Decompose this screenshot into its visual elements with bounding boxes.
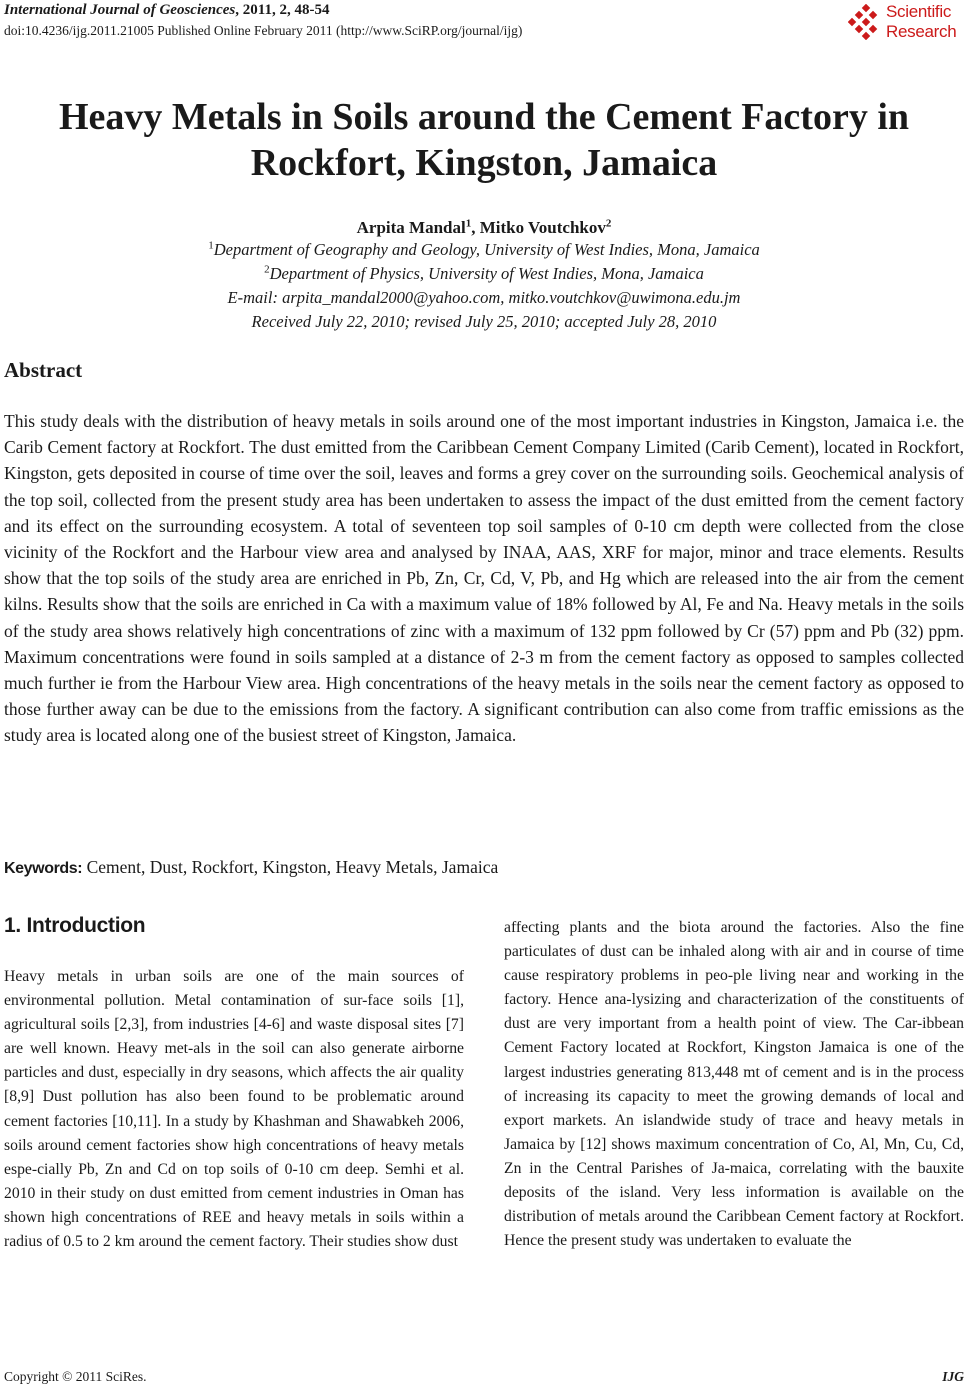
affiliation-1	[0, 240, 968, 260]
journal-name: International Journal of Geosciences	[4, 2, 236, 18]
author-2: Mitko Voutchkov	[479, 218, 606, 237]
publisher-logo	[848, 2, 968, 44]
logo-line-2: Research	[886, 22, 957, 41]
author-1-sup: 1	[465, 217, 472, 230]
paper-title	[0, 94, 968, 186]
abstract-text: This study deals with the distribution of heavy metals in soils around one of the most important industries in Kingston, Jamaica i.e. the Carib Cement factory at Rockfort. The dust emitted from the Caribbean Cement Company Limited (Carib Cement), located in Rockfort, Kingston, gets deposited in course of time over the soil, leaves and forms a grey cover on the surrounding soils. Geochemical analysis of the top soil, collected from the present study area has been undertaken to assess the impact of the dust emitted from the cement factory and its effect on the surrounding ecosystem. A total of seventeen top soil samples of 0-10 cm depth were collected from the close vicinity of the Rockfort and the Harbour view area and analysed by INAA, AAS, XRF for major, minor and trace elements. Results show that the top soils of the study area are enriched in Pb, Zn, Cr, Cd, V, Pb, and Hg which are released into the air from the cement kilns. Results show that the soils are enriched in Ca with a maximum value of 18% followed by Al, Fe and Na. Heavy metals in the soils of the study area shows relatively high concentrations of zinc with a maximum of 132 ppm followed by Cr (57) ppm and Pb (32) ppm. Maximum concentrations were found in soils sampled at a distance of 2-3 m from the cement factory as opposed to samples collected much further ie from the Harbour View area. High concentrations of the heavy metals in the soils near the cement factory as opposed to those further away can be due to the emissions from the factory. A significant contribution can also come from traffic emissions as the study area is located along one of the busiest street of Kingston, Jamaica.	[4, 411, 964, 746]
author-line	[0, 218, 968, 238]
affiliation-2-text: Department of Physics, University of West Indies, Mona, Jamaica	[269, 264, 704, 283]
logo-text	[886, 2, 956, 42]
introduction-column-2: affecting plants and the biota around the factories. Also the fine particulates of dust can be inhaled along with air and in course of time cause respiratory problems in peo-ple living near and working in the factory. Hence ana-lysizing and characterization of the constituents of dust are very important from a health point of view. The Car-ibbean Cement Factory located at Rockfort, Kingston Jamaica is one of the largest industries generating 813,448 mt of cement and is in the process of increasing its capacity to meet the growing demands of local and export markets. An islandwide study of trace and heavy metals in Jamaica by [12] shows maximum concentration of Co, Al, Mn, Cu, Cd, Zn in the Central Parishes of Ja-maica, correlating with the bauxite deposits of the island. Very less information is available on the distribution of metals around the Caribbean Cement factory at Rockfort. Hence the present study was undertaken to evaluate the	[504, 919, 964, 1250]
title-line-1: Heavy Metals in Soils around the Cement Factory in	[58, 96, 910, 138]
author-1: Arpita Mandal	[356, 218, 466, 237]
email-line: E-mail: arpita_mandal2000@yahoo.com, mitko.voutchkov@uwimona.edu.jm	[227, 288, 741, 307]
logo-mark-icon	[848, 4, 884, 40]
affiliation-2	[0, 264, 968, 284]
author-2-sup: 2	[605, 217, 612, 230]
keywords-line	[4, 857, 498, 878]
received-line: Received July 22, 2010; revised July 25, 2010; accepted July 28, 2010	[251, 312, 717, 331]
keywords-values: Cement, Dust, Rockfort, Kingston, Heavy Metals, Jamaica	[82, 857, 499, 877]
keywords-label: Keywords:	[4, 860, 83, 877]
author-separator: ,	[471, 218, 480, 237]
affiliation-1-text: Department of Geography and Geology, University of West Indies, Mona, Jamaica	[213, 240, 760, 259]
abstract-heading: Abstract	[4, 358, 83, 382]
affiliation-2-sup: 2	[264, 263, 270, 276]
introduction-column-1: Heavy metals in urban soils are one of the main sources of environmental pollution. Metal contamination of sur-face soils [1], agricultural soils [2,3], from industries [4-6] and waste disposal sites [7] are well known. Heavy met-als in the soil can also generate airborne particles and dust, especially in dry seasons, which affects the air quality [8,9] Dust pollution has also been found to be problematic around cement factories [10,11]. In a study by Khashman and Shawabkeh 2006, soils around cement factories show high concentrations of heavy metals espe-cially Pb, Zn and Cd on top soils of 0-10 cm deep. Semhi et al. 2010 in their study on dust emitted from cement industries in Oman has shown high concentrations of REE and heavy metals in soils within a radius of 0.5 to 2 km around the cement factory. Their studies show dust	[4, 968, 464, 1251]
journal-issue: , 2011, 2, 48-54	[235, 2, 330, 18]
journal-title	[4, 2, 329, 19]
copyright-footer: Copyright © 2011 SciRes.	[4, 1369, 147, 1384]
doi-line: doi:10.4236/ijg.2011.21005 Published Online February 2011 (http://www.SciRP.org/journal/ijg)	[4, 23, 523, 38]
logo-line-1: Scientific	[886, 2, 952, 21]
title-line-2: Rockfort, Kingston, Jamaica	[250, 142, 718, 184]
journal-abbr-footer: IJG	[942, 1369, 964, 1384]
introduction-heading: 1. Introduction	[4, 914, 146, 937]
affiliation-1-sup: 1	[208, 239, 214, 252]
